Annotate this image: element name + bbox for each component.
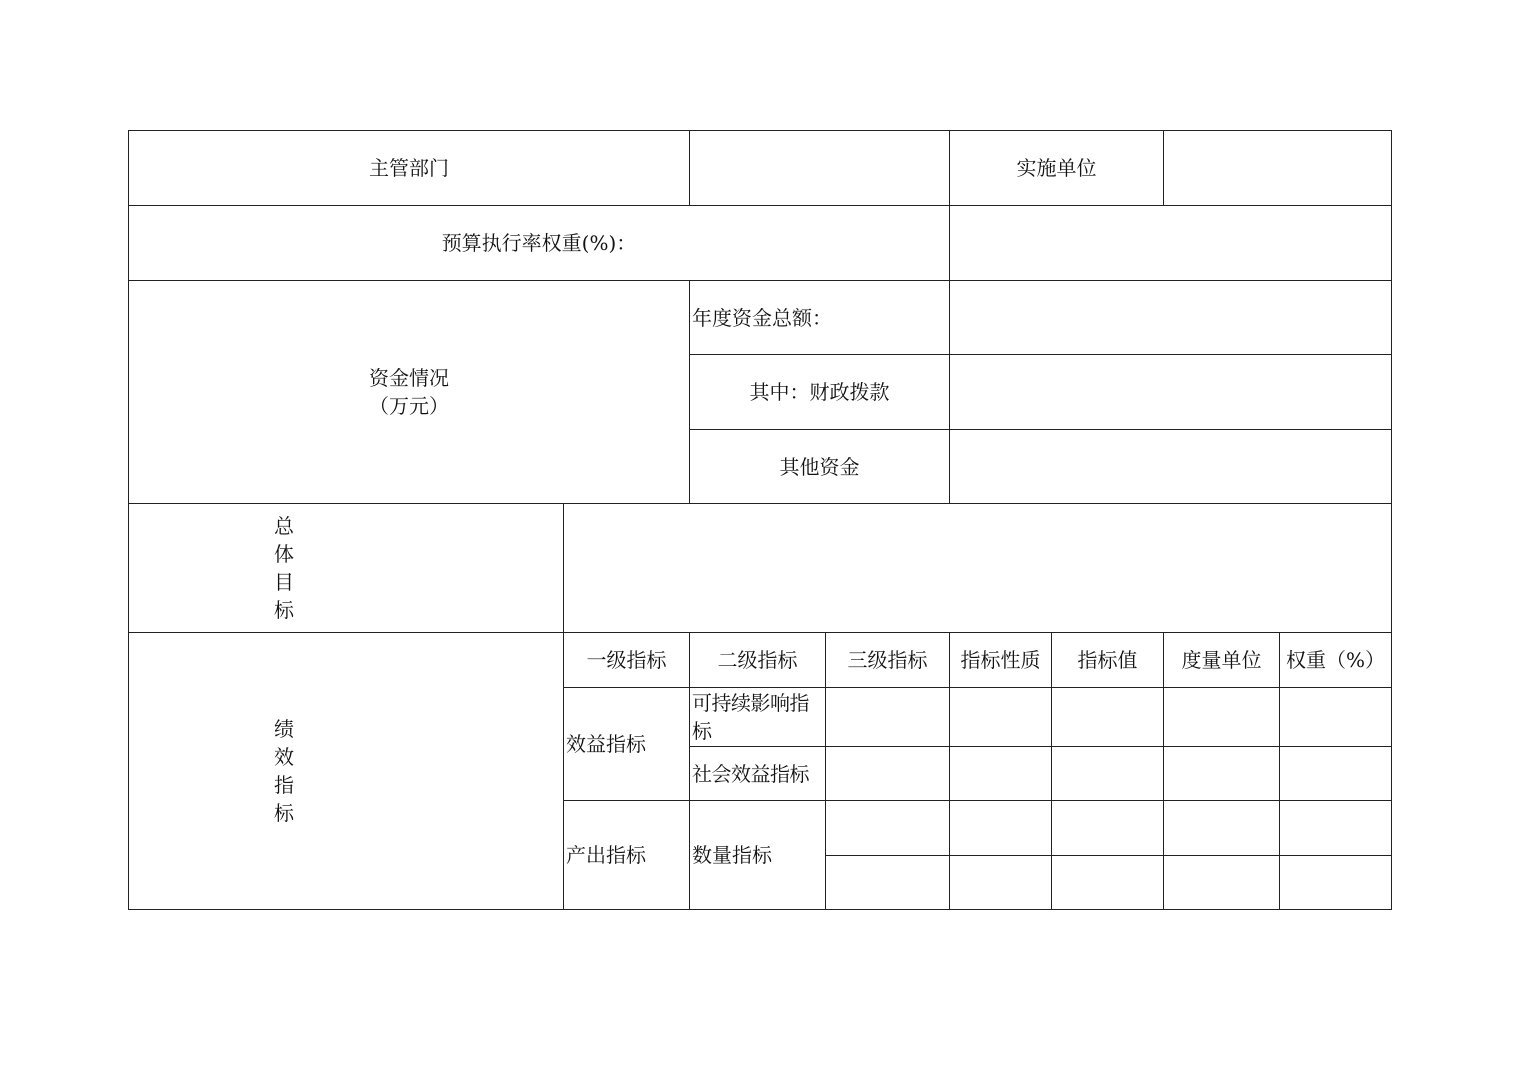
social-benefit-indicator-label: 社会效益指标 [690,747,826,801]
budget-exec-field[interactable] [950,206,1392,281]
col-header-level1: 一级指标 [564,633,690,688]
nature-cell[interactable] [950,747,1052,801]
fiscal-field[interactable] [950,355,1392,430]
level3-cell[interactable] [826,688,950,747]
col-header-level2: 二级指标 [690,633,826,688]
overall-goal-label-chars [129,512,502,624]
unit-cell[interactable] [1164,688,1280,747]
performance-char: 标 [274,801,294,825]
budget-exec-row [129,206,1392,281]
unit-cell[interactable] [1164,801,1280,856]
performance-goal-form [128,130,1392,910]
overall-goal-char: 总 [274,514,294,538]
value-cell[interactable] [1052,688,1164,747]
level3-cell[interactable] [826,801,950,856]
unit-cell[interactable] [1164,747,1280,801]
col-header-weight: 权重（%） [1280,633,1392,688]
competent-dept-label: 主管部门 [129,131,690,206]
impl-unit-label: 实施单位 [950,131,1164,206]
weight-cell[interactable] [1280,747,1392,801]
unit-cell[interactable] [1164,856,1280,910]
performance-char: 绩 [274,717,294,741]
performance-header-row [129,633,1392,688]
impl-unit-field[interactable] [1164,131,1392,206]
funds-label-line1: 资金情况 [369,366,449,390]
funds-row-annual [129,281,1392,355]
level3-cell[interactable] [826,856,950,910]
weight-cell[interactable] [1280,688,1392,747]
other-funds-label: 其他资金 [690,430,950,504]
competent-dept-field[interactable] [690,131,950,206]
funds-label-line2: （万元） [369,394,449,418]
weight-cell[interactable] [1280,856,1392,910]
annual-total-label: 年度资金总额： [690,281,950,355]
nature-cell[interactable] [950,856,1052,910]
overall-goal-char: 标 [274,598,294,622]
performance-char: 效 [274,745,294,769]
level3-cell[interactable] [826,747,950,801]
col-header-unit: 度量单位 [1164,633,1280,688]
weight-cell[interactable] [1280,801,1392,856]
overall-goal-char: 体 [274,542,294,566]
performance-label [129,633,564,910]
quantity-indicator-label: 数量指标 [690,801,826,910]
output-indicator-label: 产出指标 [564,801,690,910]
overall-goal-row [129,504,1392,633]
nature-cell[interactable] [950,801,1052,856]
overall-goal-label [129,504,564,633]
other-funds-field[interactable] [950,430,1392,504]
col-header-nature: 指标性质 [950,633,1052,688]
value-cell[interactable] [1052,747,1164,801]
value-cell[interactable] [1052,856,1164,910]
fiscal-label: 其中：财政拨款 [690,355,950,430]
sustainable-indicator-label: 可持续影响指标 [690,688,826,747]
col-header-level3: 三级指标 [826,633,950,688]
overall-goal-char: 目 [274,570,294,594]
nature-cell[interactable] [950,688,1052,747]
overall-goal-field[interactable] [564,504,1392,633]
performance-char: 指 [274,773,294,797]
col-header-value: 指标值 [1052,633,1164,688]
dept-row [129,131,1392,206]
performance-label-chars [129,715,502,827]
value-cell[interactable] [1052,801,1164,856]
funds-label [129,281,690,504]
budget-exec-label: 预算执行率权重(%)： [129,206,950,281]
benefit-indicator-label: 效益指标 [564,688,690,801]
annual-total-field[interactable] [950,281,1392,355]
